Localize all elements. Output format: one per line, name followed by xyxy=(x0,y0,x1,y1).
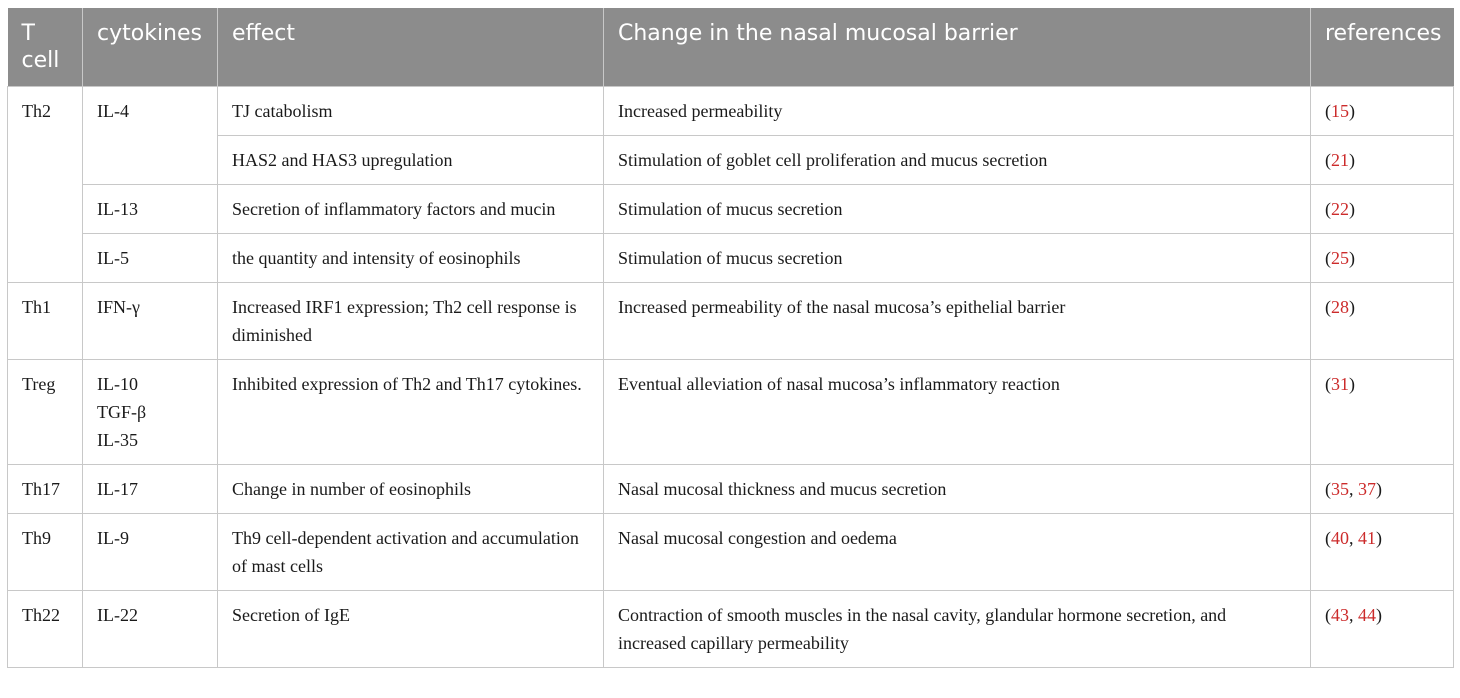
cytokines-cell xyxy=(83,591,218,668)
cytokines-cell xyxy=(83,360,218,465)
tcell-cell: Th2 xyxy=(8,87,83,283)
table-row xyxy=(8,283,1454,360)
tcell-cell: Treg xyxy=(8,360,83,465)
references-cell: (21) xyxy=(1311,136,1454,185)
table-row xyxy=(8,136,1454,185)
cytokine-item: IL-4 xyxy=(97,101,129,121)
cytokine-item: TGF-β xyxy=(97,402,147,422)
change-cell: Stimulation of mucus secretion xyxy=(604,185,1311,234)
change-cell: Contraction of smooth muscles in the nasal cavity, glandular hormone secretion, and increased capillary permeability xyxy=(604,591,1311,668)
cytokines-cell xyxy=(83,185,218,234)
change-cell: Nasal mucosal congestion and oedema xyxy=(604,514,1311,591)
references-cell: (31) xyxy=(1311,360,1454,465)
reference-link[interactable]: 37 xyxy=(1358,479,1376,499)
tcell-cell: Th17 xyxy=(8,465,83,514)
reference-link[interactable]: 44 xyxy=(1358,605,1376,625)
references-cell: (25) xyxy=(1311,234,1454,283)
cytokines-cell xyxy=(83,87,218,185)
cytokine-item: IFN-γ xyxy=(97,297,140,317)
table-row xyxy=(8,234,1454,283)
references-cell: (43, 44) xyxy=(1311,591,1454,668)
reference-link[interactable]: 28 xyxy=(1331,297,1349,317)
reference-link[interactable]: 21 xyxy=(1331,150,1349,170)
reference-link[interactable]: 41 xyxy=(1358,528,1376,548)
cytokines-cell xyxy=(83,514,218,591)
effect-cell: Inhibited expression of Th2 and Th17 cytokines. xyxy=(218,360,604,465)
tcell-cell: Th1 xyxy=(8,283,83,360)
table-header xyxy=(8,8,1454,87)
cytokines-cell xyxy=(83,234,218,283)
reference-link[interactable]: 43 xyxy=(1331,605,1349,625)
reference-link[interactable]: 15 xyxy=(1331,101,1349,121)
effect-cell: Change in number of eosinophils xyxy=(218,465,604,514)
effect-cell: the quantity and intensity of eosinophils xyxy=(218,234,604,283)
header-cytokines: cytokines xyxy=(83,8,218,87)
table-row xyxy=(8,185,1454,234)
table-body xyxy=(8,87,1454,668)
change-cell: Stimulation of mucus secretion xyxy=(604,234,1311,283)
tcell-cell: Th9 xyxy=(8,514,83,591)
effect-cell: HAS2 and HAS3 upregulation xyxy=(218,136,604,185)
references-cell: (15) xyxy=(1311,87,1454,136)
reference-link[interactable]: 31 xyxy=(1331,374,1349,394)
cytokine-item: IL-17 xyxy=(97,479,138,499)
header-tcell: T cell xyxy=(8,8,83,87)
tcell-cell: Th22 xyxy=(8,591,83,668)
reference-link[interactable]: 22 xyxy=(1331,199,1349,219)
table-row xyxy=(8,514,1454,591)
change-cell: Stimulation of goblet cell proliferation and mucus secretion xyxy=(604,136,1311,185)
cytokine-item: IL-9 xyxy=(97,528,129,548)
header-change: Change in the nasal mucosal barrier xyxy=(604,8,1311,87)
cytokine-item: IL-22 xyxy=(97,605,138,625)
cytokines-cell xyxy=(83,283,218,360)
table-row xyxy=(8,591,1454,668)
references-cell: (35, 37) xyxy=(1311,465,1454,514)
effect-cell: Secretion of inflammatory factors and mucin xyxy=(218,185,604,234)
table-row xyxy=(8,465,1454,514)
tcell-cytokine-table xyxy=(7,8,1454,668)
effect-cell: Secretion of IgE xyxy=(218,591,604,668)
change-cell: Increased permeability xyxy=(604,87,1311,136)
cytokine-item: IL-35 xyxy=(97,430,138,450)
change-cell: Increased permeability of the nasal mucosa’s epithelial barrier xyxy=(604,283,1311,360)
header-effect: effect xyxy=(218,8,604,87)
table-row xyxy=(8,87,1454,136)
change-cell: Nasal mucosal thickness and mucus secretion xyxy=(604,465,1311,514)
cytokine-item: IL-10 xyxy=(97,374,138,394)
table-row xyxy=(8,360,1454,465)
header-references: references xyxy=(1311,8,1454,87)
references-cell: (22) xyxy=(1311,185,1454,234)
cytokine-item: IL-5 xyxy=(97,248,129,268)
change-cell: Eventual alleviation of nasal mucosa’s inflammatory reaction xyxy=(604,360,1311,465)
reference-link[interactable]: 40 xyxy=(1331,528,1349,548)
effect-cell: TJ catabolism xyxy=(218,87,604,136)
references-cell: (40, 41) xyxy=(1311,514,1454,591)
reference-link[interactable]: 35 xyxy=(1331,479,1349,499)
effect-cell: Increased IRF1 expression; Th2 cell response is diminished xyxy=(218,283,604,360)
cytokines-cell xyxy=(83,465,218,514)
effect-cell: Th9 cell-dependent activation and accumulation of mast cells xyxy=(218,514,604,591)
references-cell: (28) xyxy=(1311,283,1454,360)
reference-link[interactable]: 25 xyxy=(1331,248,1349,268)
cytokine-item: IL-13 xyxy=(97,199,138,219)
